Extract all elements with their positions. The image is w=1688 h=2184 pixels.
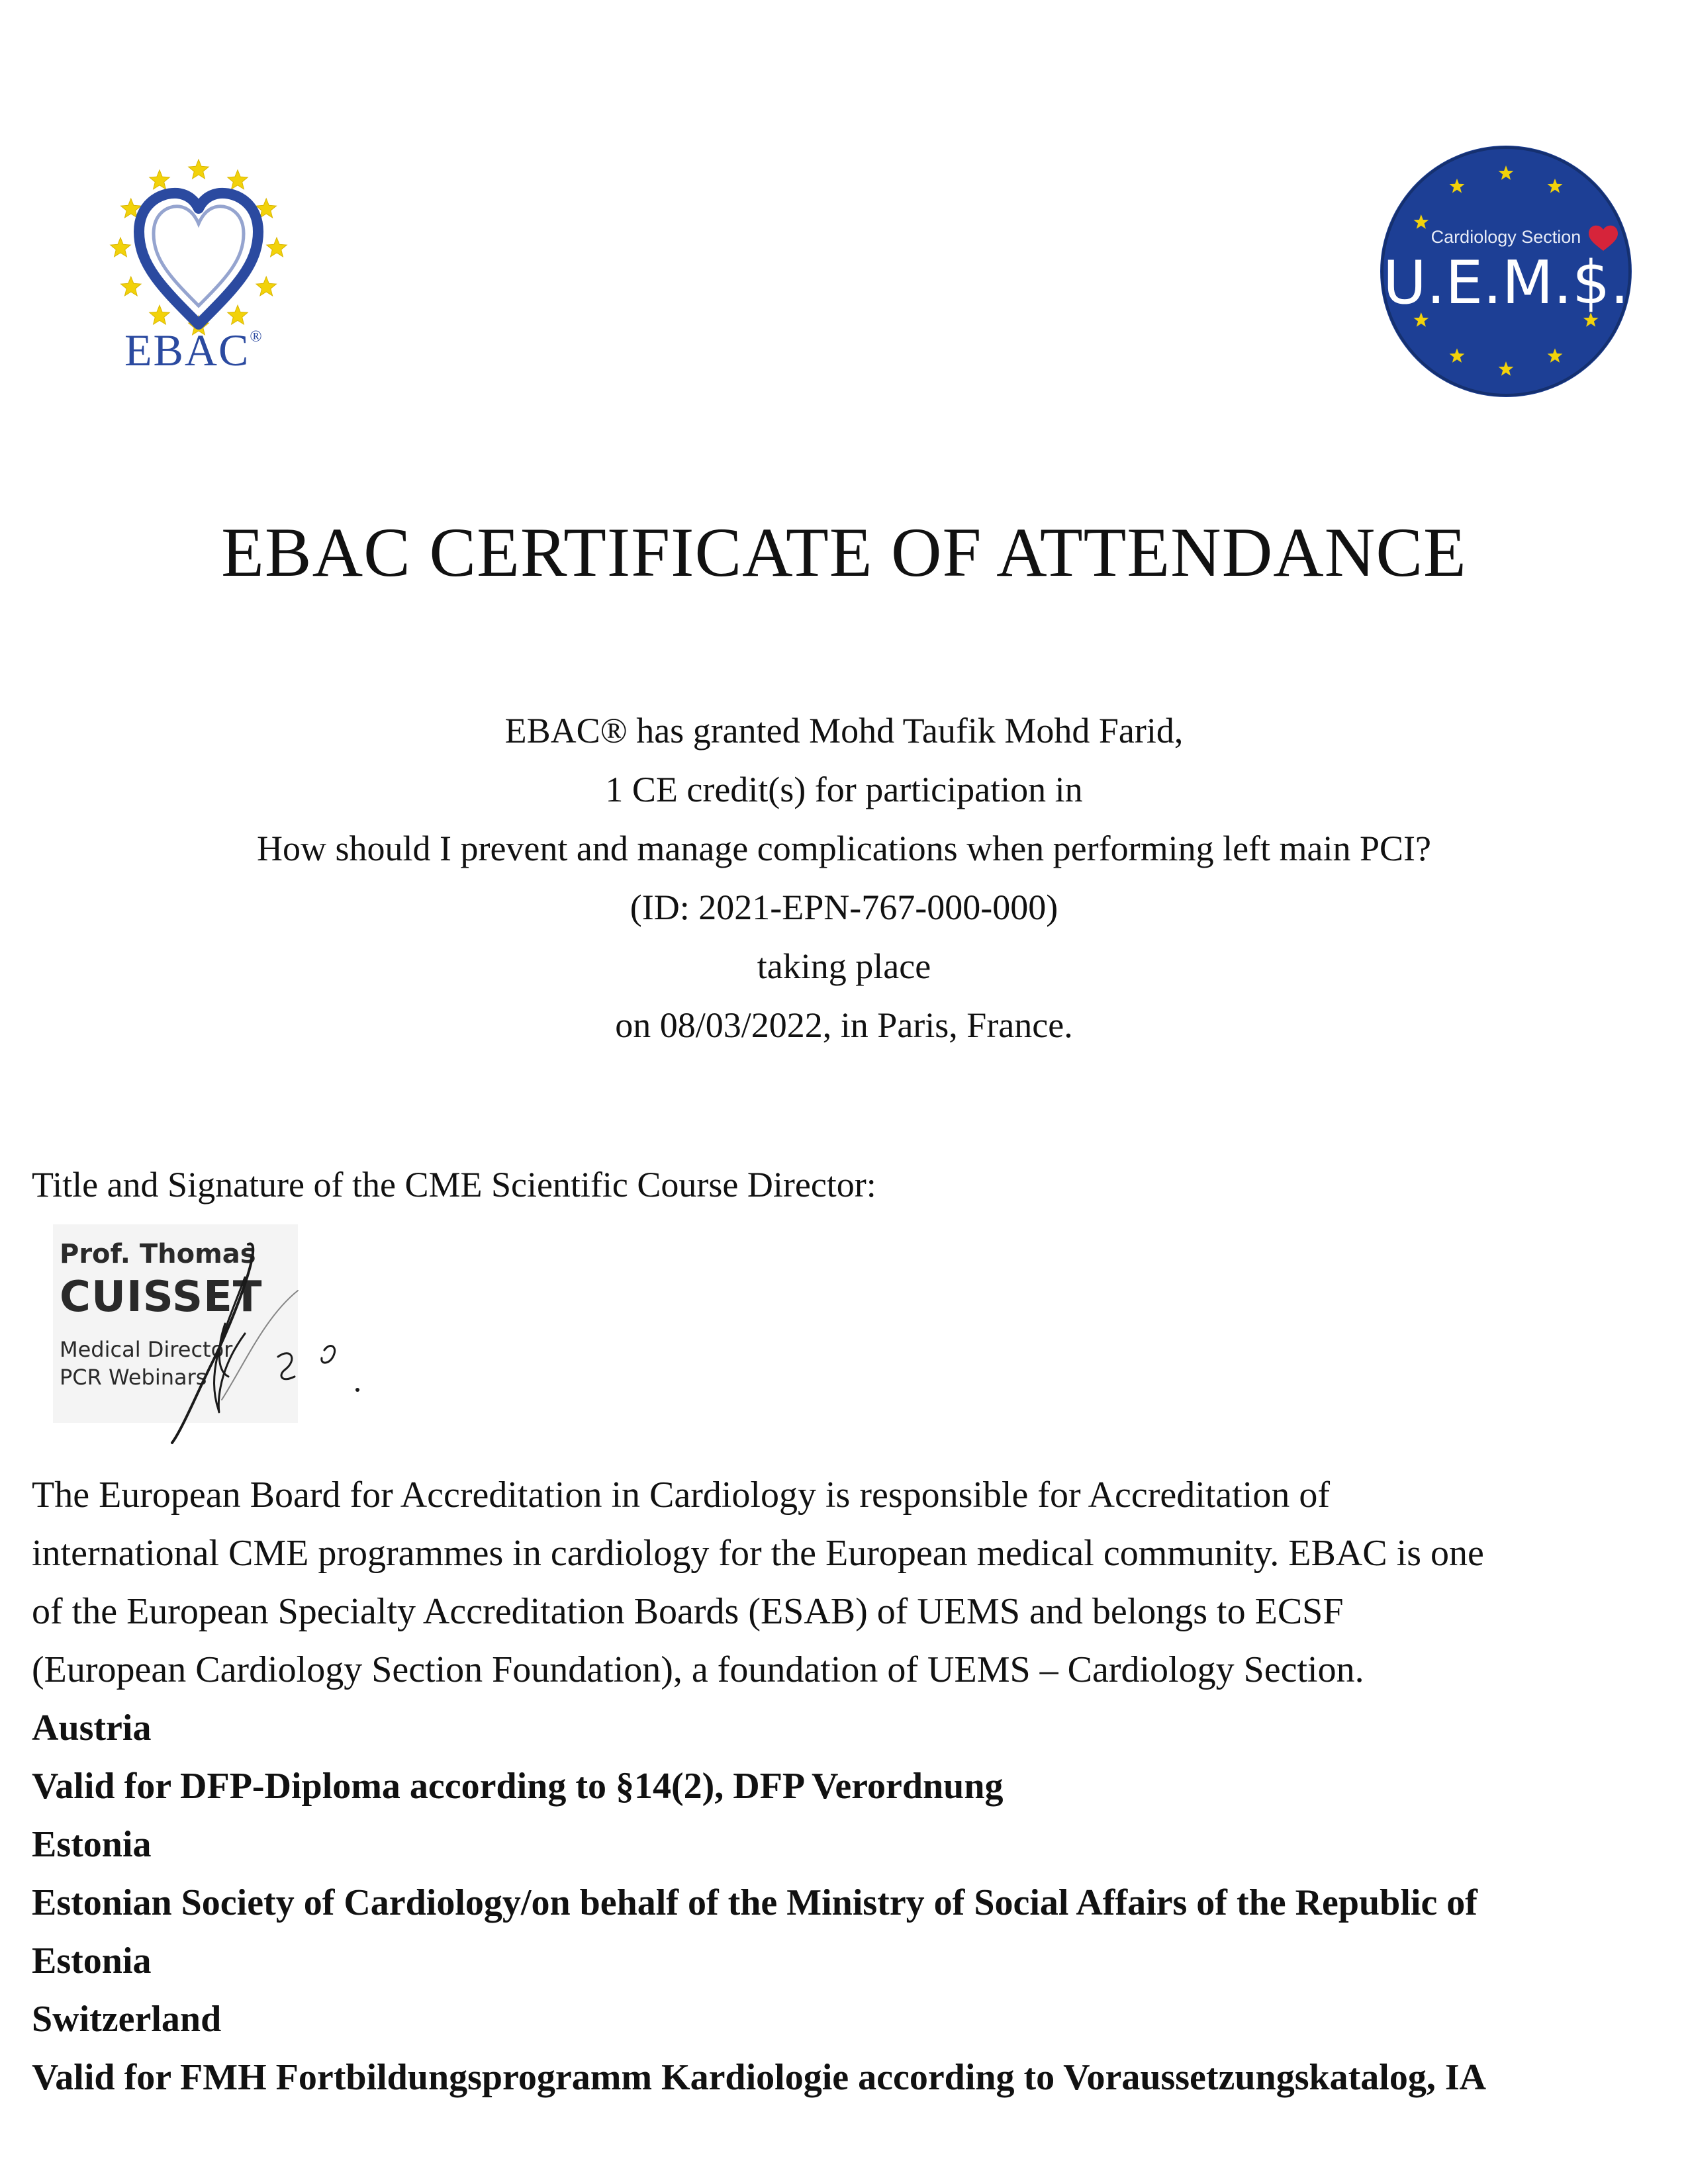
star-icon	[150, 305, 169, 324]
ebac-logo	[99, 132, 298, 384]
star-icon	[121, 277, 141, 296]
ebac-logo-wordmark	[124, 324, 263, 377]
signature-label: Title and Signature of the CME Scientific Course Director:	[32, 1165, 876, 1205]
handwritten-signature	[46, 1211, 417, 1463]
grant-taking-place: taking place	[757, 946, 931, 986]
uems-section-text: Cardiology Section	[1430, 227, 1581, 247]
grant-course-title: How should I prevent and manage complications when performing left main PCI?	[256, 829, 1432, 868]
director-role: Medical Director	[60, 1337, 233, 1362]
description-line: (European Cardiology Section Foundation), a foundation of UEMS – Cardiology Section.	[32, 1649, 1364, 1690]
star-icon	[228, 305, 248, 324]
ebac-registered-mark: ®	[250, 328, 263, 345]
grant-statement	[0, 702, 1688, 1055]
star-icon	[267, 238, 287, 257]
ebac-logo-text: EBAC	[124, 325, 250, 375]
grant-date-location: on 08/03/2022, in Paris, France.	[615, 1005, 1073, 1045]
uems-cardiology-logo	[1377, 142, 1635, 400]
description-line: The European Board for Accreditation in Cardiology is responsible for Accreditation of	[32, 1475, 1330, 1516]
certificate-title: EBAC CERTIFICATE OF ATTENDANCE	[221, 514, 1467, 591]
switzerland-validity: Valid for FMH Fortbildungsprogramm Kardiologie according to Voraussetzungskatalog, IA	[32, 2057, 1487, 2098]
star-icon	[150, 170, 169, 189]
country-validity-list	[32, 1699, 1660, 2107]
grant-course-id: (ID: 2021-EPN-767-000-000)	[630, 887, 1058, 927]
star-icon	[111, 238, 130, 257]
star-icon	[189, 159, 209, 179]
estonia-validity-continued: Estonia	[32, 1940, 152, 1981]
description-line: of the European Specialty Accreditation Boards (ESAB) of UEMS and belongs to ECSF	[32, 1591, 1344, 1632]
star-icon	[256, 277, 276, 296]
austria-validity: Valid for DFP-Diploma according to §14(2), DFP Verordnung	[32, 1766, 1004, 1807]
estonia-validity: Estonian Society of Cardiology/on behalf of the Ministry of Social Affairs of the Republic of	[32, 1882, 1477, 1923]
country-switzerland: Switzerland	[32, 1999, 222, 2040]
grant-recipient-line: EBAC® has granted Mohd Taufik Mohd Farid,	[504, 711, 1184, 751]
star-icon	[228, 170, 248, 189]
ebac-description	[32, 1466, 1647, 1699]
director-last-name: CUISSET	[60, 1273, 263, 1322]
director-first-name: Prof. Thomas	[60, 1239, 256, 1269]
description-line: international CME programmes in cardiology for the European medical community. EBAC is one	[32, 1533, 1484, 1574]
grant-credits-line: 1 CE credit(s) for participation in	[605, 770, 1083, 809]
country-austria: Austria	[32, 1707, 152, 1749]
uems-wordmark: U.E.M.$.	[1382, 248, 1630, 318]
director-organization: PCR Webinars	[60, 1365, 207, 1390]
country-estonia: Estonia	[32, 1824, 152, 1865]
signature-stamp	[46, 1211, 417, 1463]
